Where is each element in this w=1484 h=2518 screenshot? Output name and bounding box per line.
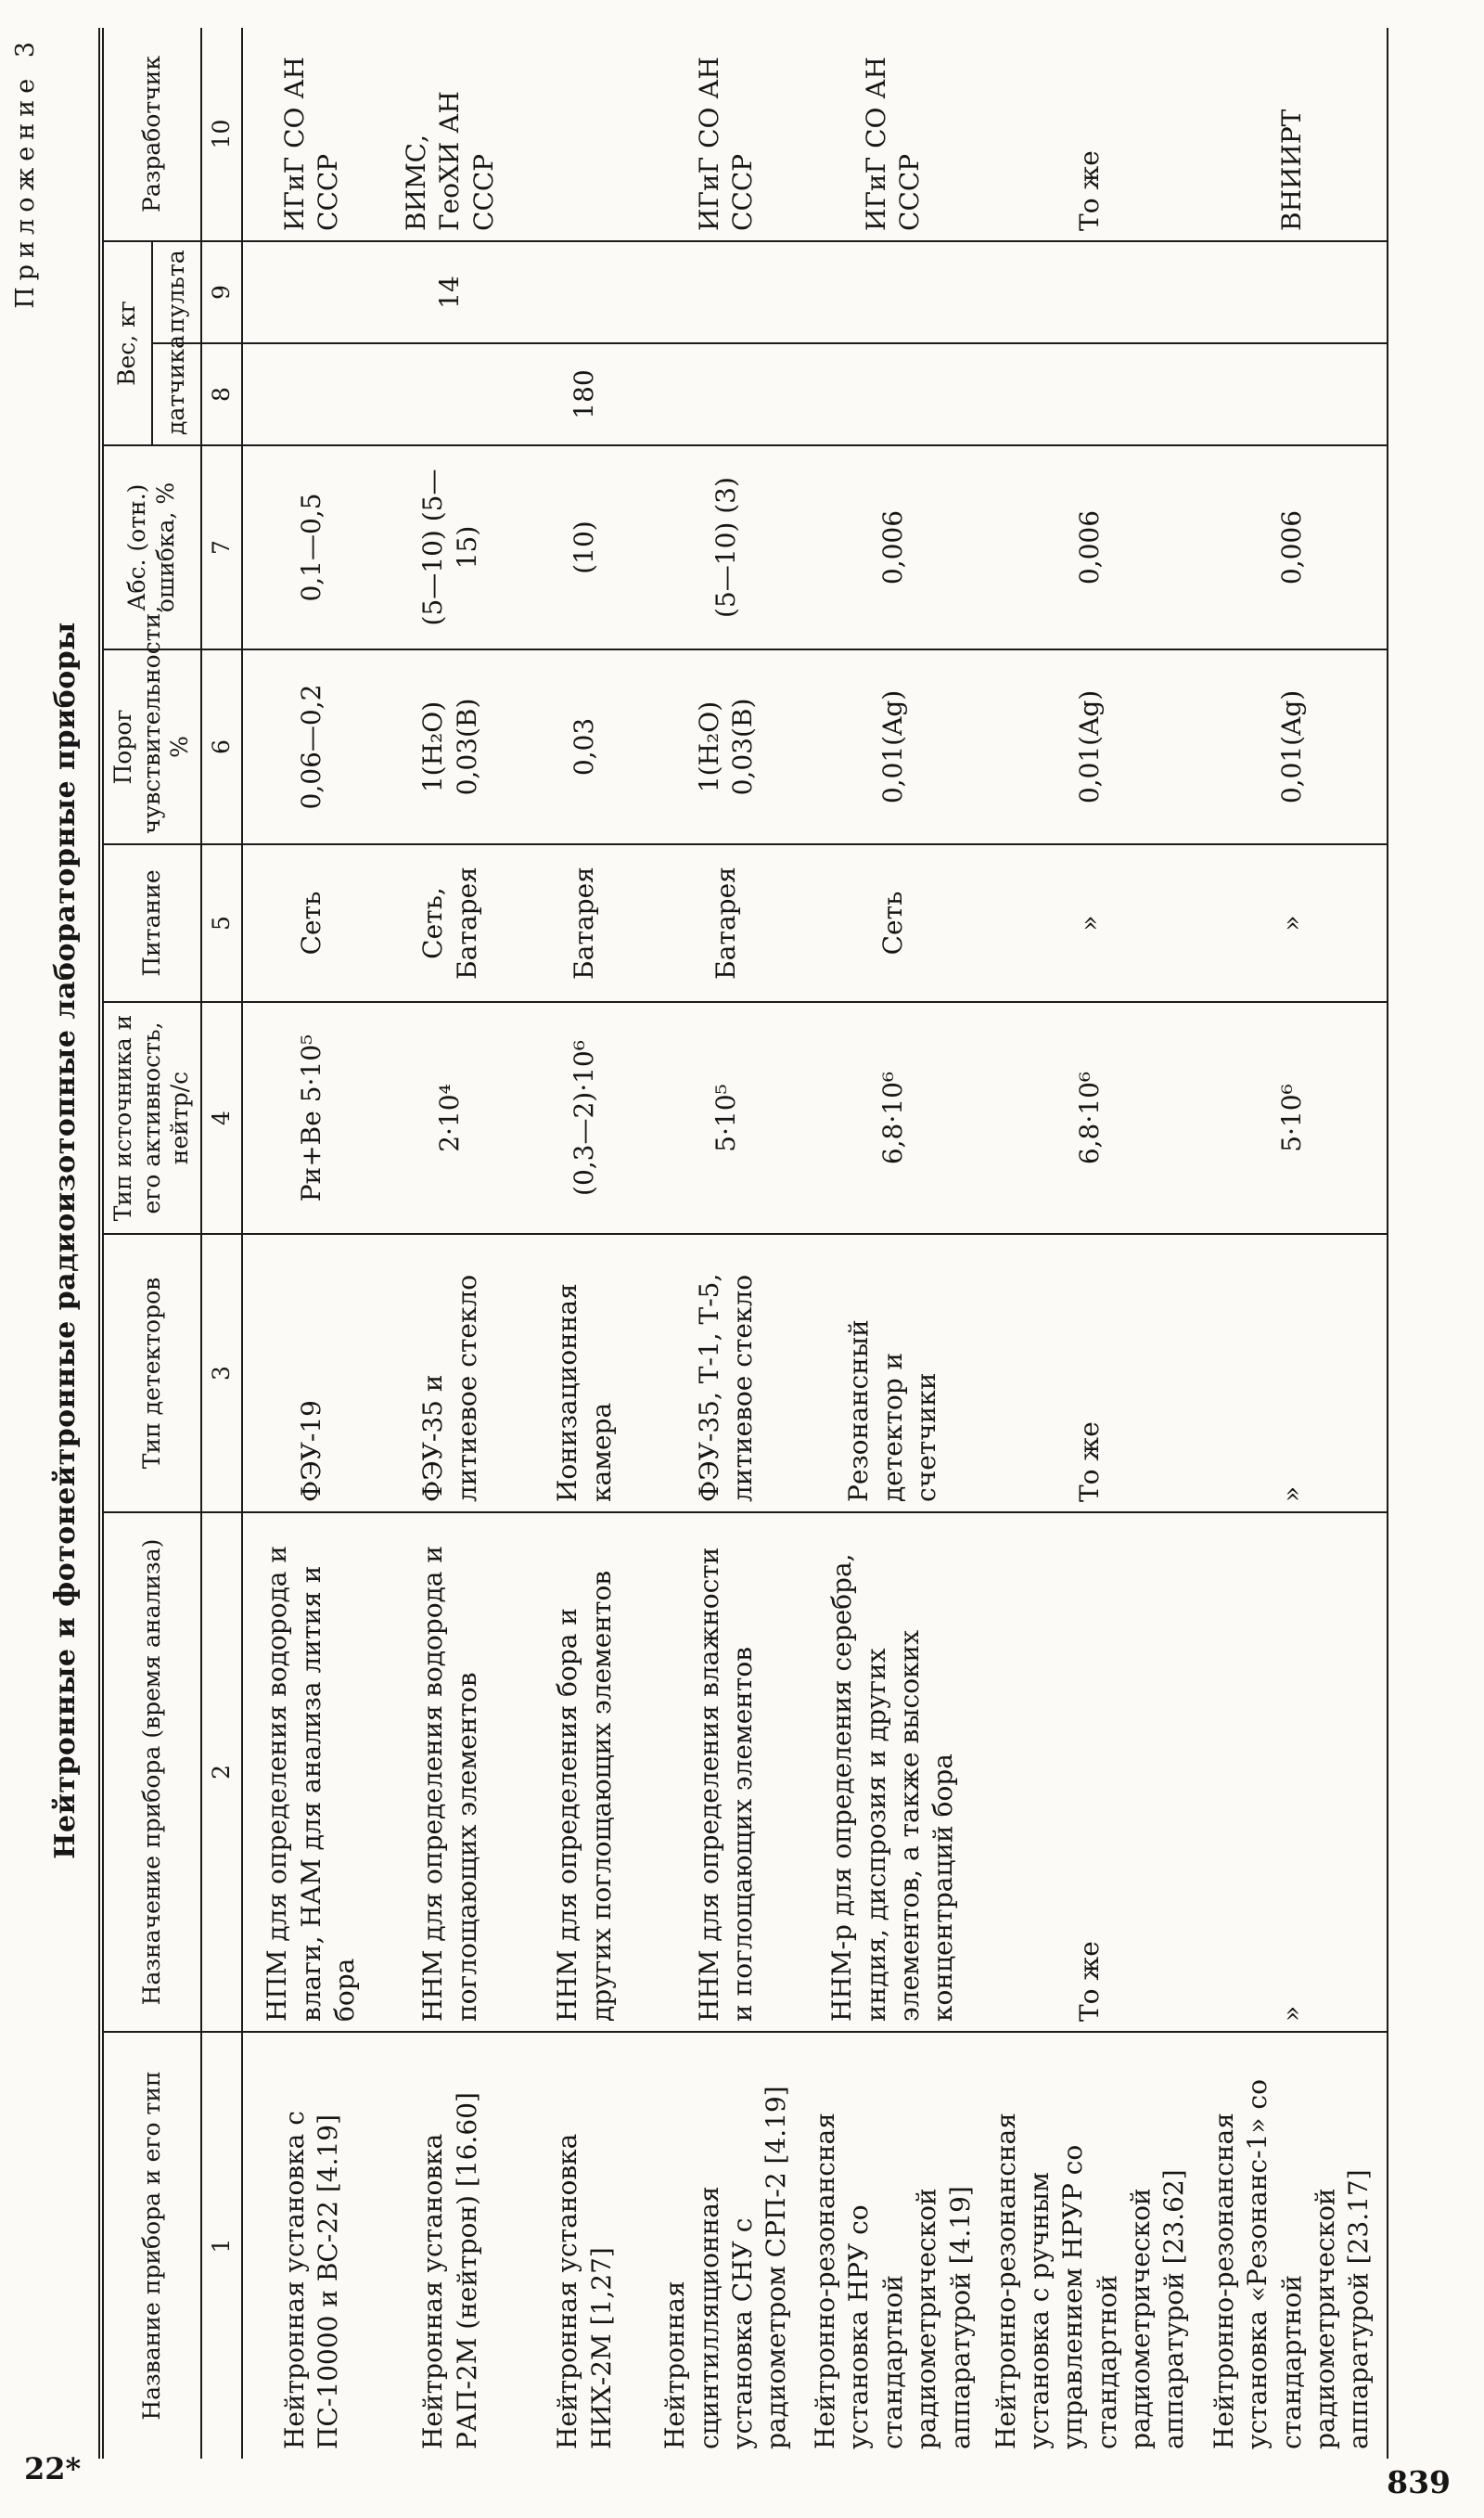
cell-weight-sensor: 180 bbox=[520, 343, 650, 445]
cell-source: 5·10⁵ bbox=[650, 1002, 803, 1234]
cell-weight-sensor bbox=[381, 343, 520, 445]
signature-mark: 22* bbox=[24, 2451, 82, 2486]
column-number: 6 bbox=[201, 649, 242, 844]
column-number: 5 bbox=[201, 844, 242, 1002]
cell-weight-console bbox=[803, 241, 984, 343]
cell-error: 0,006 bbox=[803, 445, 984, 649]
appendix-label: Приложение 3 bbox=[11, 35, 40, 309]
column-number: 4 bbox=[201, 1002, 242, 1234]
cell-threshold: 1(Н₂О) 0,03(В) bbox=[381, 649, 520, 844]
cell-developer: То же bbox=[984, 28, 1197, 241]
cell-name: Нейтронно-резонансная установка «Резонанс-1» со стандартной радиометрической аппаратурой [23.17] bbox=[1208, 2079, 1375, 2449]
table-row bbox=[381, 28, 520, 2459]
cell-error: (10) bbox=[520, 445, 650, 649]
cell-detectors: » bbox=[1197, 1234, 1388, 1512]
cell-detectors: Резонансный детектор и счетчики bbox=[803, 1234, 984, 1512]
cell-developer bbox=[520, 28, 650, 241]
cell-name: Нейтронная установка с ПС-10000 и ВС-22 [4.19] bbox=[278, 2111, 343, 2449]
column-number: 3 bbox=[201, 1234, 242, 1512]
table-body bbox=[242, 28, 1388, 2459]
cell-source: 6,8·10⁶ bbox=[984, 1002, 1197, 1234]
table-row bbox=[520, 28, 650, 2459]
header-weight-sensor: датчика bbox=[152, 343, 201, 445]
cell-purpose: НПМ для определения водорода и влаги, НАМ для анализа лития и бора bbox=[242, 1512, 381, 2032]
cell-source: 2·10⁴ bbox=[381, 1002, 520, 1234]
header-weight-console: пульта bbox=[152, 241, 201, 343]
cell-weight-sensor bbox=[984, 343, 1197, 445]
cell-power: » bbox=[984, 844, 1197, 1002]
cell-name: Нейтронная сцинтилляционная установка СНУ с радиометром СРП-2 [4.19] bbox=[659, 2086, 792, 2449]
cell-name: Нейтронно-резонансная установка НРУ со стандартной радиометрической аппаратурой [4.19] bbox=[810, 2113, 976, 2449]
table-header bbox=[101, 28, 242, 2459]
cell-developer: ИГиГ СО АН СССР bbox=[242, 28, 381, 241]
cell-weight-sensor bbox=[650, 343, 803, 445]
header-developer: Разработчик bbox=[101, 28, 201, 241]
cell-weight-sensor bbox=[803, 343, 984, 445]
header-weight-group: Вес, кг bbox=[101, 241, 152, 445]
cell-purpose: » bbox=[1197, 1512, 1388, 2032]
cell-name: Нейтронная установка НИХ-2М [1,27] bbox=[552, 2133, 617, 2449]
header-purpose: Назначение прибора (время анализа) bbox=[101, 1512, 201, 2032]
cell-developer: ИГиГ СО АН СССР bbox=[650, 28, 803, 241]
cell-power: Батарея bbox=[650, 844, 803, 1002]
cell-detectors: ФЭУ-35 и литиевое стекло bbox=[381, 1234, 520, 1512]
table-row bbox=[650, 28, 803, 2459]
column-number: 10 bbox=[201, 28, 242, 241]
column-number: 2 bbox=[201, 1512, 242, 2032]
cell-detectors: ФЭУ-35, Т-1, Т-5, литиевое стекло bbox=[650, 1234, 803, 1512]
cell-name: Нейтронная установка РАП-2М (нейтрон) [16.60] bbox=[417, 2092, 482, 2449]
cell-weight-console bbox=[984, 241, 1197, 343]
column-numbers-row bbox=[201, 28, 242, 2459]
cell-weight-sensor bbox=[1197, 343, 1388, 445]
cell-error: 0,006 bbox=[1197, 445, 1388, 649]
cell-weight-console bbox=[1197, 241, 1388, 343]
table-row bbox=[803, 28, 984, 2459]
cell-detectors: ФЭУ-19 bbox=[242, 1234, 381, 1512]
cell-purpose: ННМ для определения влажности и поглощающих элементов bbox=[650, 1512, 803, 2032]
header-detectors: Тип детекторов bbox=[101, 1234, 201, 1512]
cell-source: 5·10⁶ bbox=[1197, 1002, 1388, 1234]
page-number: 839 bbox=[1387, 2464, 1451, 2500]
table-row bbox=[242, 28, 381, 2459]
cell-error: 0,006 bbox=[984, 445, 1197, 649]
header-error: Абс. (отн.) ошибка, % bbox=[101, 445, 201, 649]
cell-threshold: 0,01(Ag) bbox=[803, 649, 984, 844]
column-number: 9 bbox=[201, 241, 242, 343]
cell-developer: ВИМС, ГеоХИ АН СССР bbox=[381, 28, 520, 241]
cell-weight-console bbox=[650, 241, 803, 343]
header-source: Тип источника и его активность, нейтр/с bbox=[101, 1002, 201, 1234]
cell-developer: ВНИИРТ bbox=[1197, 28, 1388, 241]
header-threshold: Порог чувствительности, % bbox=[101, 649, 201, 844]
cell-power: Сеть bbox=[242, 844, 381, 1002]
cell-detectors: Ионизационная камера bbox=[520, 1234, 650, 1512]
cell-error: (5—10) (3) bbox=[650, 445, 803, 649]
cell-power: Сеть bbox=[803, 844, 984, 1002]
column-number: 7 bbox=[201, 445, 242, 649]
cell-developer: ИГиГ СО АН СССР bbox=[803, 28, 984, 241]
cell-threshold: 0,01(Ag) bbox=[1197, 649, 1388, 844]
cell-source: 6,8·10⁶ bbox=[803, 1002, 984, 1234]
cell-detectors: То же bbox=[984, 1234, 1197, 1512]
cell-source: (0,3—2)·10⁶ bbox=[520, 1002, 650, 1234]
cell-power: Батарея bbox=[520, 844, 650, 1002]
page-title: Нейтронные и фотонейтронные радиоизотопные лабораторные приборы bbox=[49, 622, 82, 1859]
cell-weight-console: 14 bbox=[381, 241, 520, 343]
cell-weight-console bbox=[242, 241, 381, 343]
cell-purpose: ННМ для определения водорода и поглощающих элементов bbox=[381, 1512, 520, 2032]
cell-error: (5—10) (5—15) bbox=[381, 445, 520, 649]
cell-threshold: 0,03 bbox=[520, 649, 650, 844]
cell-purpose: То же bbox=[984, 1512, 1197, 2032]
instruments-table bbox=[98, 28, 1388, 2459]
cell-threshold: 1(Н₂О) 0,03(В) bbox=[650, 649, 803, 844]
cell-weight-sensor bbox=[242, 343, 381, 445]
table-row bbox=[984, 28, 1197, 2459]
cell-power: » bbox=[1197, 844, 1388, 1002]
cell-error: 0,1—0,5 bbox=[242, 445, 381, 649]
header-name: Название прибора и его тип bbox=[101, 2032, 201, 2459]
cell-purpose: ННМ для определения бора и других поглощающих элементов bbox=[520, 1512, 650, 2032]
cell-source: Ри+Ве 5·10⁵ bbox=[242, 1002, 381, 1234]
cell-name: Нейтронно-резонансная установка с ручным управлением НРУР со стандартной радиометрической аппаратурой [23.62] bbox=[990, 2113, 1190, 2449]
cell-purpose: ННМ-р для определения серебра, индия, диспрозия и других элементов, а также высоких концентраций бора bbox=[803, 1512, 984, 2032]
cell-threshold: 0,01(Ag) bbox=[984, 649, 1197, 844]
cell-threshold: 0,06—0,2 bbox=[242, 649, 381, 844]
cell-weight-console bbox=[520, 241, 650, 343]
column-number: 8 bbox=[201, 343, 242, 445]
table-row bbox=[1197, 28, 1388, 2459]
column-number: 1 bbox=[201, 2032, 242, 2459]
cell-power: Сеть, Батарея bbox=[381, 844, 520, 1002]
header-power: Питание bbox=[101, 844, 201, 1002]
